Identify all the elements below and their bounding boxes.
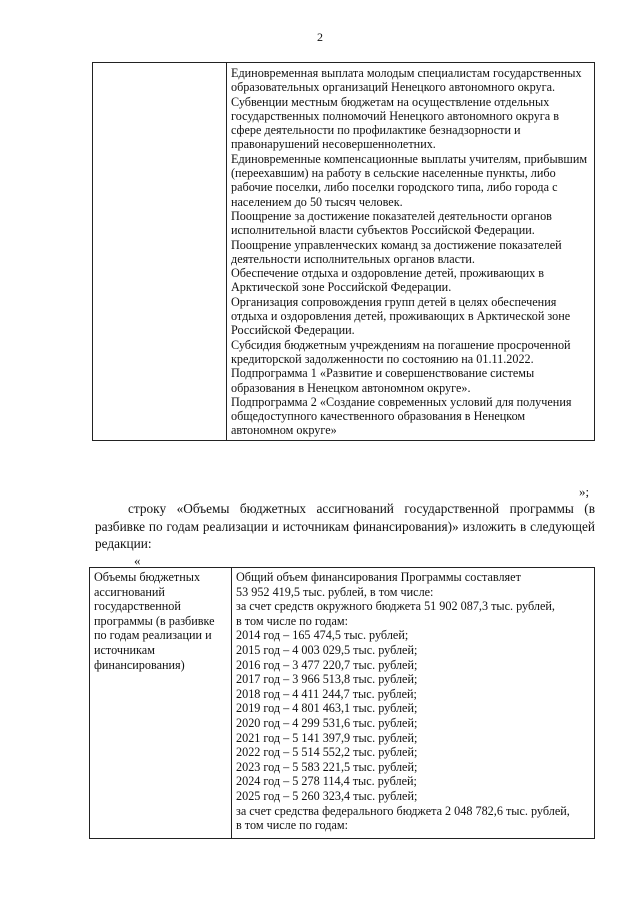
by-years-label: в том числе по годам: [236, 613, 348, 628]
events-list-cell [227, 63, 595, 441]
federal-by-years-label: в том числе по годам: [236, 818, 348, 833]
event-item: Единовременные компенсационные выплаты учителям, прибывшим (переехавшим) на работу в сельские населенные пункты, либо рабочие поселки, либо поселки городского типа, либо города с населением до 50 тысяч человек. [231, 151, 588, 209]
year-row: 2020 год – 4 299 531,6 тыс. рублей; [236, 715, 418, 730]
budget-label: Объемы бюджетных ассигнований государственной программы (в разбивке по годам реализации и источникам финансирования) [94, 570, 215, 672]
budget-values-cell [232, 568, 595, 839]
program-events-table [92, 62, 595, 441]
page-number: 2 [317, 30, 323, 44]
event-item: Субсидия бюджетным учреждениям на погашение просроченной кредиторской задолженности по состоянию на 01.11.2022. [231, 337, 571, 366]
federal-budget-line: за счет средства федерального бюджета 2 048 782,6 тыс. рублей, [236, 803, 570, 818]
event-item: Организация сопровождения групп детей в целях обеспечения отдыха и оздоровления детей, проживающих в Арктической зоне Российской Федерации. [231, 294, 571, 338]
year-row: 2024 год – 5 278 114,4 тыс. рублей; [236, 774, 417, 789]
budget-label-cell [90, 568, 232, 839]
district-budget-line: за счет средств окружного бюджета 51 902 087,3 тыс. рублей, [236, 599, 555, 614]
closing-quote: »; [579, 484, 590, 499]
year-row: 2021 год – 5 141 397,9 тыс. рублей; [236, 730, 418, 745]
event-item: Поощрение управленческих команд за достижение показателей деятельности исполнительных органов власти. [231, 237, 562, 266]
year-row: 2023 год – 5 583 221,5 тыс. рублей; [236, 759, 418, 774]
opening-quote: « [134, 553, 141, 568]
instruction-paragraph [95, 500, 595, 553]
year-row: 2022 год – 5 514 552,2 тыс. рублей; [236, 745, 418, 760]
year-row: 2016 год – 3 477 220,7 тыс. рублей; [236, 657, 418, 672]
event-item: Единовременная выплата молодым специалистам государственных образовательных организаций Ненецкого автономного округа. [231, 66, 582, 95]
year-row: 2015 год – 4 003 029,5 тыс. рублей; [236, 642, 418, 657]
year-row: 2019 год – 4 801 463,1 тыс. рублей; [236, 701, 418, 716]
year-row: 2017 год – 3 966 513,8 тыс. рублей; [236, 672, 418, 687]
event-item: Поощрение за достижение показателей деятельности органов исполнительной власти субъектов Российской Федерации. [231, 208, 552, 238]
event-item: Субвенции местным бюджетам на осуществление отдельных государственных полномочий Ненецкого автономного округа в сфере деятельности по профилактике безнадзорности и правонарушений несовершеннолетних. [231, 94, 560, 152]
year-row: 2025 год – 5 260 323,4 тыс. рублей; [236, 788, 418, 803]
year-row: 2018 год – 4 411 244,7 тыс. рублей; [236, 686, 417, 701]
total-value: 53 952 419,5 тыс. рублей, в том числе: [236, 584, 434, 599]
event-item: Обеспечение отдыха и оздоровление детей, проживающих в Арктической зоне Российской Федерации. [231, 266, 545, 295]
year-row: 2014 год – 165 474,5 тыс. рублей; [236, 628, 409, 643]
instruction-text: строку «Объемы бюджетных ассигнований государственной программы (в разбивке по годам реализации и источникам финансирования)» изложить в следующей редакции: [95, 501, 595, 551]
event-item: Подпрограмма 1 «Развитие и совершенствование системы образования в Ненецком автономном округе». [231, 366, 535, 395]
empty-label-cell [93, 63, 227, 441]
event-item: Подпрограмма 2 «Создание современных условий для получения общедоступного качественного образования в Ненецком автономном округе» [231, 394, 572, 438]
budget-table [89, 567, 595, 839]
total-line: Общий объем финансирования Программы составляет [236, 570, 521, 584]
